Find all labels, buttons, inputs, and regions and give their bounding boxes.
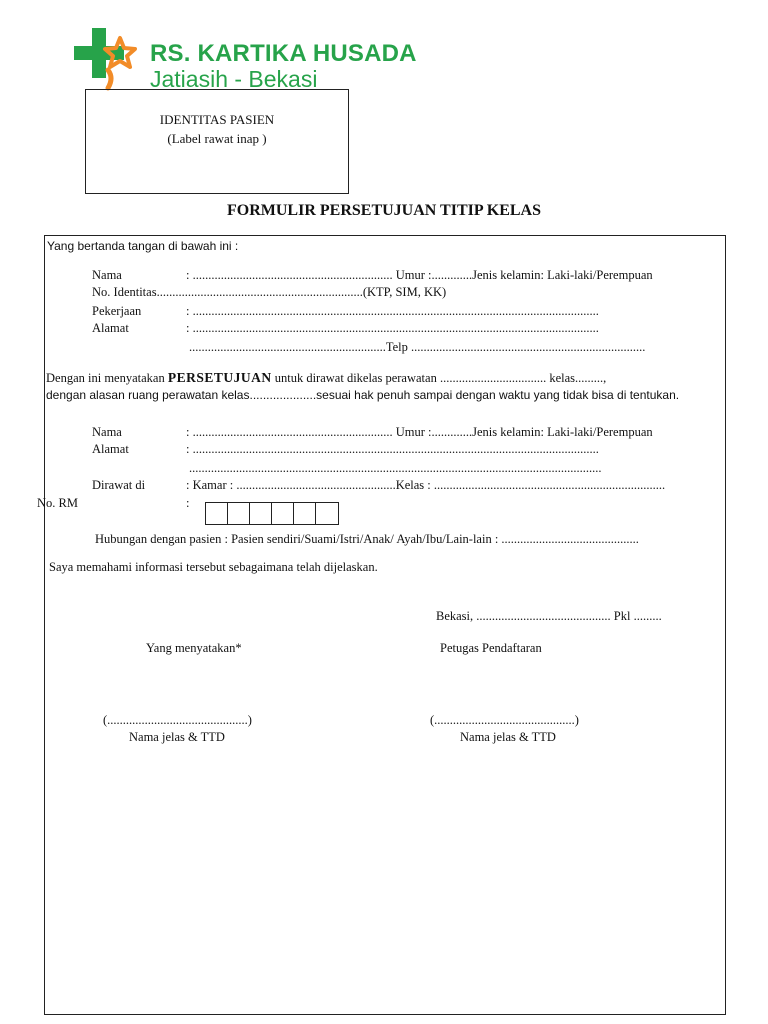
alamat-label: Alamat xyxy=(92,321,129,335)
memahami-text: Saya memahami informasi tersebut sebagaimana telah dijelaskan. xyxy=(49,560,378,574)
norm-digit-box[interactable] xyxy=(294,503,316,524)
alamat2-label: Alamat xyxy=(92,442,129,456)
norm-colon: : xyxy=(186,496,190,510)
pekerjaan-field[interactable]: : .................................................................................................................................. xyxy=(186,304,599,318)
hospital-location: Jatiasih - Bekasi xyxy=(150,66,318,92)
officer-name-caption: Nama jelas & TTD xyxy=(460,730,556,744)
norm-digit-box[interactable] xyxy=(250,503,272,524)
patient-identity-box xyxy=(85,89,349,194)
place-date-field[interactable]: Bekasi, ........................................... Pkl ......... xyxy=(436,609,662,623)
hospital-cross-star-icon xyxy=(70,26,140,92)
hubungan-field[interactable]: Hubungan dengan pasien : Pasien sendiri/Suami/Istri/Anak/ Ayah/Ibu/Lain-lain : ............................................ xyxy=(95,532,639,546)
norm-digit-box[interactable] xyxy=(272,503,294,524)
officer-signature-line[interactable]: (.............................................) xyxy=(430,713,579,727)
signer-title: Yang menyatakan* xyxy=(146,641,242,655)
norm-digit-box[interactable] xyxy=(316,503,338,524)
alamat-telp-field[interactable]: ...............................................................Telp ........................................................................... xyxy=(189,340,646,354)
pekerjaan-label: Pekerjaan xyxy=(92,304,142,318)
hospital-name: RS. KARTIKA HUSADA xyxy=(150,40,417,67)
statement-text-a: Dengan ini menyatakan xyxy=(46,371,168,385)
alamat-field[interactable]: : .................................................................................................................................. xyxy=(186,321,599,335)
identity-subtitle: (Label rawat inap ) xyxy=(167,131,267,146)
dirawat-field[interactable]: : Kamar : ...................................................Kelas : .......................................................................... xyxy=(186,478,666,492)
intro-text: Yang bertanda tangan di bawah ini : xyxy=(47,239,239,253)
alamat2-continued-field[interactable]: .................................................................................................................................... xyxy=(189,461,602,475)
identitas-field[interactable]: No. Identitas..................................................................(KTP, SIM, KK) xyxy=(92,285,447,299)
norm-digit-box[interactable] xyxy=(228,503,250,524)
statement-line-2: dengan alasan ruang perawatan kelas....................sesuai hak penuh sampai dengan waktu yang tidak bisa di tentukan. xyxy=(46,388,680,402)
dirawat-label: Dirawat di xyxy=(92,478,146,492)
norm-boxes[interactable] xyxy=(205,502,339,525)
nama-label: Nama xyxy=(92,268,122,282)
statement-text-b: untuk dirawat dikelas perawatan .................................. kelas........., xyxy=(271,371,607,385)
statement-line-1 xyxy=(46,370,606,386)
identity-title: IDENTITAS PASIEN xyxy=(159,112,275,127)
signer-signature-line[interactable]: (.............................................) xyxy=(103,713,252,727)
statement-keyword: PERSETUJUAN xyxy=(167,370,272,385)
alamat2-field[interactable]: : .................................................................................................................................. xyxy=(186,442,599,456)
nama-field[interactable]: : ................................................................ Umur :.............Jenis kelamin: Laki-laki/Perempuan xyxy=(186,268,653,282)
nama2-field[interactable]: : ................................................................ Umur :.............Jenis kelamin: Laki-laki/Perempuan xyxy=(186,425,653,439)
officer-title: Petugas Pendaftaran xyxy=(440,641,542,655)
signer-name-caption: Nama jelas & TTD xyxy=(129,730,225,744)
norm-label: No. RM xyxy=(37,496,78,510)
nama2-label: Nama xyxy=(92,425,122,439)
form-title: FORMULIR PERSETUJUAN TITIP KELAS xyxy=(227,202,541,219)
norm-digit-box[interactable] xyxy=(206,503,228,524)
